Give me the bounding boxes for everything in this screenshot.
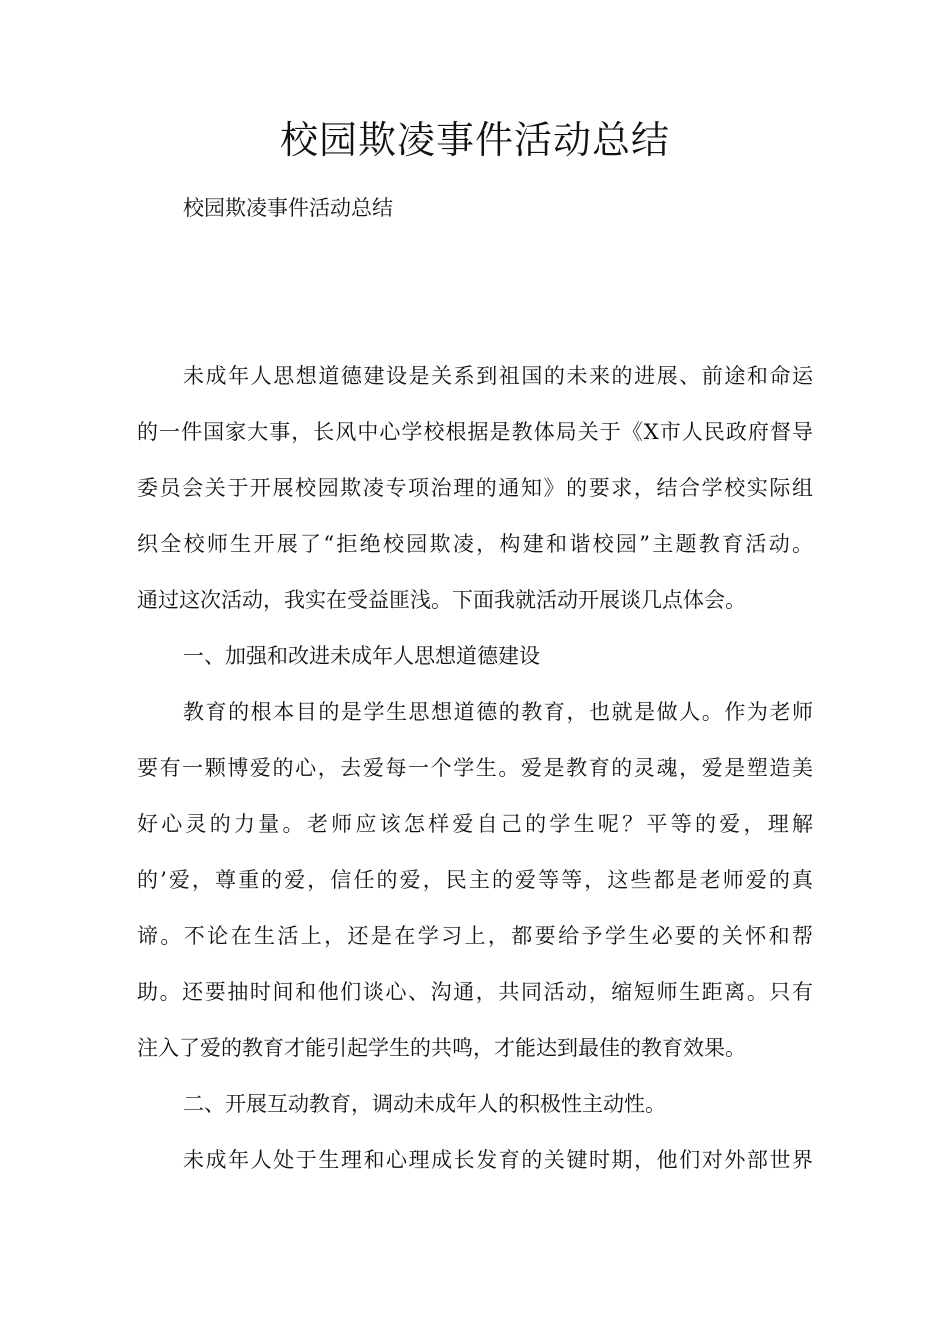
paragraph-line: 助。还要抽时间和他们谈心、沟通，共同活动，缩短师生距离。只有: [137, 980, 813, 1004]
paragraph-line: 要有一颗博爱的心，去爱每一个学生。爱是教育的灵魂，爱是塑造美: [137, 756, 813, 780]
paragraph-line: 的一件国家大事，长风中心学校根据是教体局关于《X市人民政府督导: [137, 420, 813, 444]
document-title: 校园欺凌事件活动总结: [279, 118, 670, 162]
document-subtitle: 校园欺凌事件活动总结: [183, 196, 393, 220]
paragraph-line: 教育的根本目的是学生思想道德的教育，也就是做人。作为老师: [183, 700, 813, 724]
section-heading: 一、加强和改进未成年人思想道德建设: [183, 644, 540, 668]
paragraph-line: 谛。不论在生活上，还是在学习上，都要给予学生必要的关怀和帮: [137, 924, 813, 948]
paragraph-line: 未成年人思想道德建设是关系到祖国的未来的进展、前途和命运: [183, 364, 813, 388]
paragraph-line: 的’爱，尊重的爱，信任的爱，民主的爱等等，这些都是老师爱的真: [137, 868, 813, 892]
section-heading: 二、开展互动教育，调动未成年人的积极性主动性。: [183, 1092, 666, 1116]
paragraph-line: 通过这次活动，我实在受益匪浅。下面我就活动开展谈几点体会。: [137, 588, 746, 612]
paragraph-line: 注入了爱的教育才能引起学生的共鸣，才能达到最佳的教育效果。: [137, 1036, 746, 1060]
paragraph-line: 未成年人处于生理和心理成长发育的关键时期，他们对外部世界: [183, 1148, 813, 1172]
paragraph-line: 好心灵的力量。老师应该怎样爱自己的学生呢？平等的爱，理解: [137, 812, 813, 836]
paragraph-line: 织全校师生开展了“拒绝校园欺凌，构建和谐校园”主题教育活动。: [137, 532, 813, 556]
paragraph-line: 委员会关于开展校园欺凌专项治理的通知》的要求，结合学校实际组: [137, 476, 813, 500]
document-body: [137, 356, 813, 1196]
